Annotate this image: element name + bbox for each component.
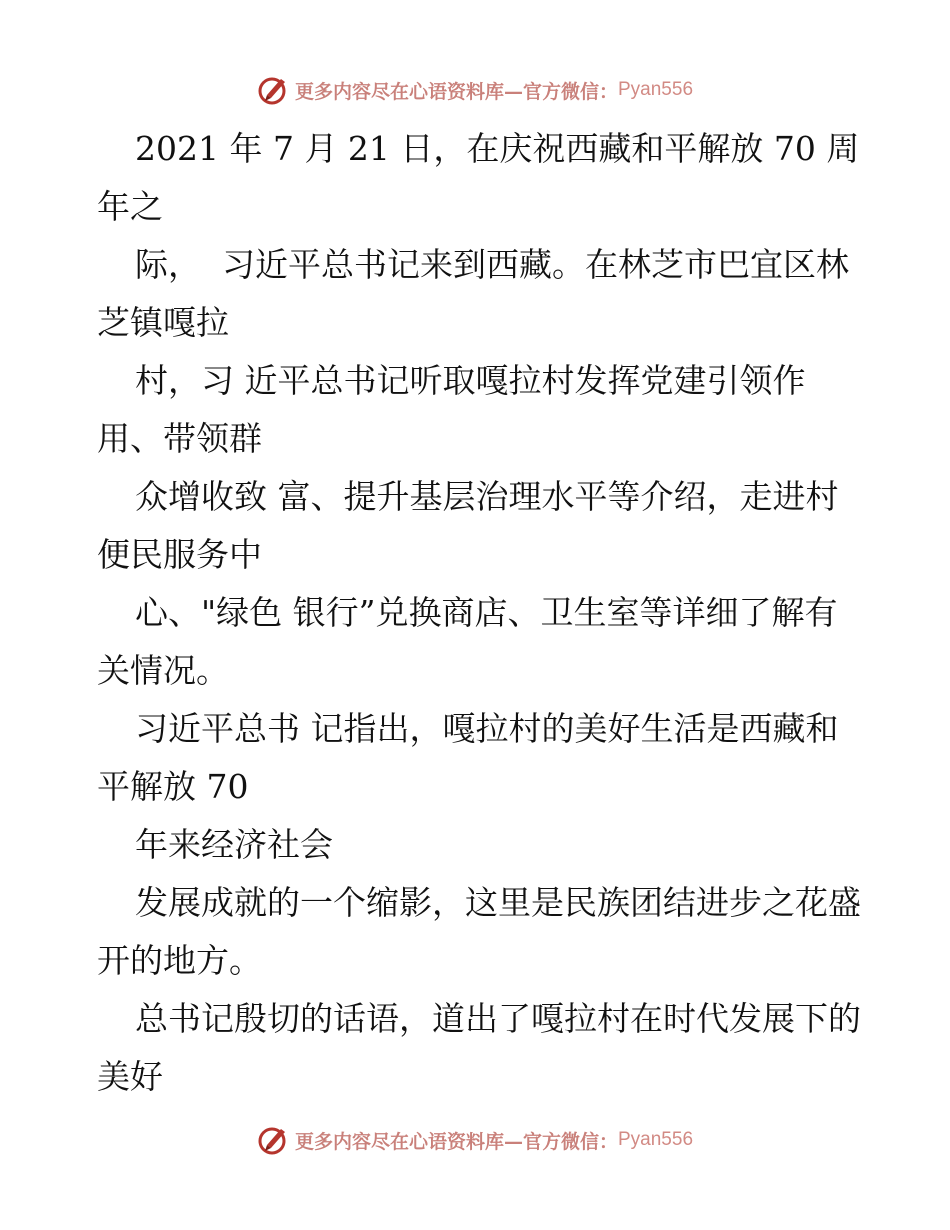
paragraph: 际， 习近平总书记来到西藏。在林芝市巴宜区林芝镇嘎拉	[97, 245, 849, 342]
header-watermark-text: 更多内容尽在心语资料库—官方微信：	[294, 80, 618, 103]
paragraph: 总书记殷切的话语，道出了嘎拉村在时代发展下的美好	[97, 999, 861, 1096]
footer-watermark	[0, 1120, 950, 1160]
paragraph: 心、"绿色 银行”兑换商店、卫生室等详细了解有关情况。	[97, 593, 838, 690]
paragraph: 众增收致 富、提升基层治理水平等介绍，走进村便民服务中	[97, 477, 839, 574]
header-watermark-id: Pyan556	[618, 79, 694, 100]
paragraph: 发展成就的一个缩影，这里是民族团结进步之花盛开的地方。	[97, 883, 861, 980]
pen-logo-icon	[257, 73, 291, 107]
header-watermark	[0, 70, 950, 110]
footer-watermark-id: Pyan556	[618, 1129, 694, 1150]
paragraph: 年来经济社会	[135, 825, 333, 864]
paragraph: 2021 年 7 月 21 日，在庆祝西藏和平解放 70 周年之	[97, 129, 860, 226]
document-body	[97, 120, 867, 1106]
paragraph: 习近平总书 记指出，嘎拉村的美好生活是西藏和平解放 70	[97, 709, 839, 806]
pen-logo-icon	[257, 1123, 291, 1157]
paragraph: 村，习 近平总书记听取嘎拉村发挥党建引领作用、带领群	[97, 361, 806, 458]
footer-watermark-text: 更多内容尽在心语资料库—官方微信：	[294, 1130, 618, 1153]
